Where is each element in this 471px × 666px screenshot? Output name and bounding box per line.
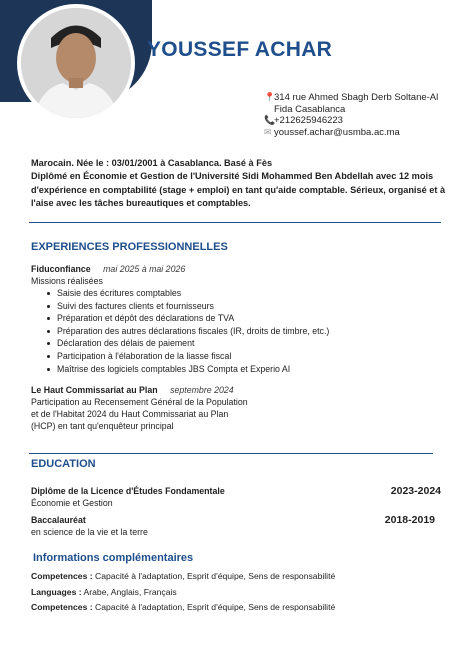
person-silhouette-icon [21, 8, 131, 118]
missions-label: Missions réalisées [31, 276, 103, 286]
divider [29, 222, 441, 223]
education-item [31, 485, 441, 509]
education-years: 2023-2024 [390, 485, 441, 497]
list-item: Préparation des autres déclarations fiscales (IR, droits de timbre, etc.) [47, 325, 451, 338]
info-key: Languages : [31, 587, 82, 597]
experience-title: EXPERIENCES PROFESSIONNELLES [31, 241, 228, 253]
divider [29, 453, 433, 454]
missions-list [31, 287, 451, 375]
list-item: Préparation et dépôt des déclarations de TVA [47, 312, 451, 325]
intro-line-1: Marocain. Née le : 03/01/2001 à Casablanca. Basé à Fès [31, 158, 273, 168]
email-address[interactable]: youssef.achar@usmba.ac.ma [274, 126, 400, 138]
list-item: Déclaration des délais de paiement [47, 337, 451, 350]
address-line-1: 314 rue Ahmed Sbagh Derb Soltane-Al [274, 92, 439, 103]
phone-row [264, 115, 464, 127]
intro-paragraph [31, 157, 463, 211]
address-line-2: Fida Casablanca [274, 103, 346, 115]
job-fiduconfiance [31, 263, 451, 375]
job-hcp [31, 384, 451, 432]
job-description-line: Participation au Recensement Général de la Population [31, 397, 248, 407]
education-item [31, 514, 435, 538]
education-degree: Baccalauréat [31, 515, 86, 525]
job-company: Le Haut Commissariat au Plan [31, 385, 158, 395]
intro-body: Diplômé en Économie et Gestion de l'Université Sidi Mohammed Ben Abdellah avec 12 mois d'expérience en comptabilité (stage + emploi) en tant qu'aide comptable. Sérieux, organisé et à l'aise avec les tâches bureautiques et comptables. [31, 171, 446, 209]
education-years: 2018-2019 [384, 514, 435, 526]
info-title: Informations complémentaires [33, 552, 194, 564]
education-degree: Diplôme de la Licence d'Études Fondamentale [31, 486, 225, 496]
job-description-line: (HCP) en tant qu'enquêteur principal [31, 421, 174, 431]
profile-photo [21, 8, 131, 118]
address-row [264, 92, 464, 104]
job-company: Fiduconfiance [31, 264, 91, 274]
email-icon: ✉ [264, 126, 272, 137]
info-value: Capacité à l'adaptation, Esprit d'équipe, Sens de responsabilité [95, 602, 336, 612]
job-dates: septembre 2024 [170, 385, 234, 395]
info-key: Competences : [31, 602, 93, 612]
info-line [31, 570, 335, 582]
info-key: Competences : [31, 571, 93, 581]
education-title: EDUCATION [31, 458, 96, 470]
job-header [31, 263, 451, 275]
phone-number[interactable]: +212625946223 [274, 115, 343, 126]
info-line [31, 586, 177, 598]
job-dates: mai 2025 à mai 2026 [103, 264, 186, 274]
info-value: Arabe, Anglais, Français [83, 587, 177, 597]
job-description-line: et de l'Habitat 2024 du Haut Commissariat au Plan [31, 409, 229, 419]
list-item: Suivi des factures clients et fournisseurs [47, 300, 451, 313]
list-item: Saisie des écritures comptables [47, 287, 451, 300]
location-pin-icon: 📍 [264, 92, 276, 102]
contact-block [264, 92, 464, 138]
education-field: en science de la vie et la terre [31, 527, 148, 537]
email-row [264, 127, 464, 139]
info-line [31, 601, 335, 613]
job-header [31, 384, 451, 396]
list-item: Maîtrise des logiciels comptables JBS Compta et Experio AI [47, 363, 451, 376]
list-item: Participation à l'élaboration de la liasse fiscal [47, 350, 451, 363]
info-value: Capacité à l'adaptation, Esprit d'équipe, Sens de responsabilité [95, 571, 336, 581]
phone-icon: 📞 [264, 115, 276, 125]
person-name: YOUSSEF ACHAR [147, 38, 333, 61]
education-field: Économie et Gestion [31, 498, 113, 508]
